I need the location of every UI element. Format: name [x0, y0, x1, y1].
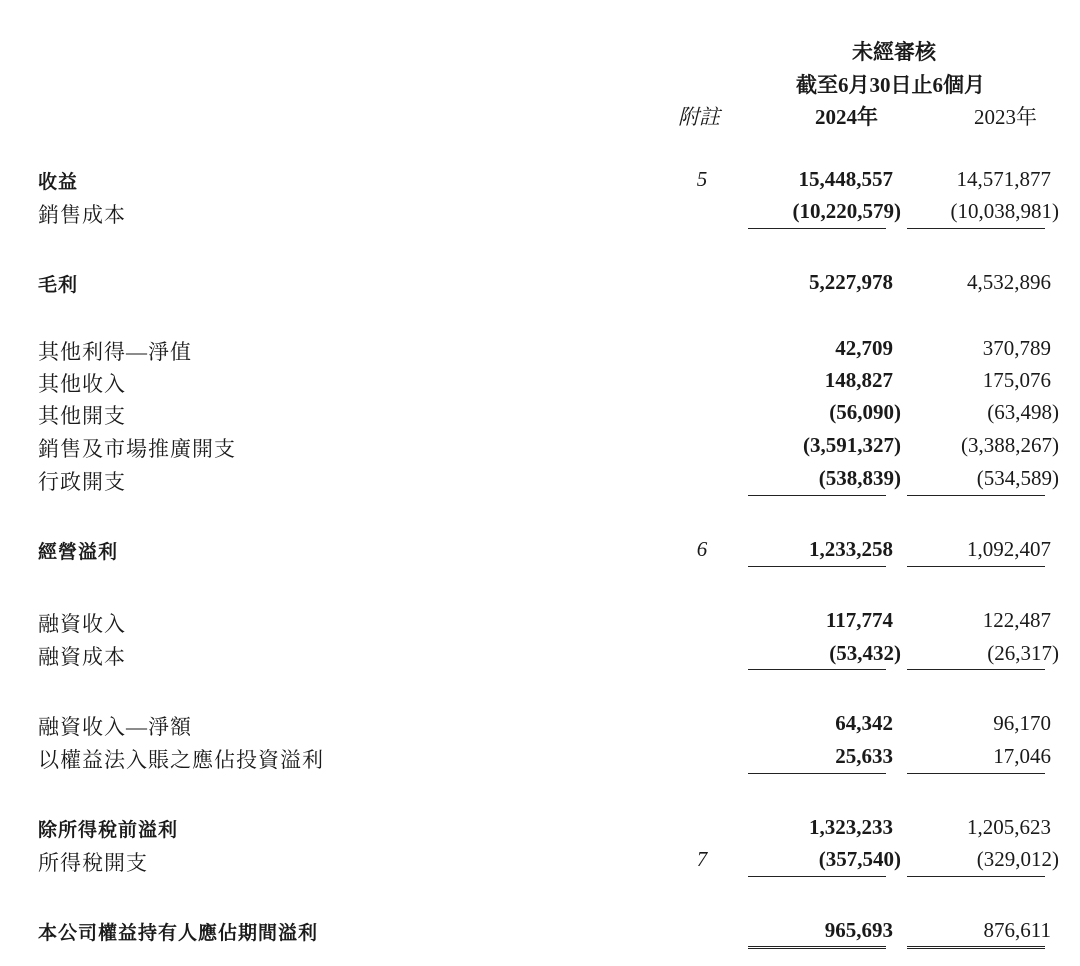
row-label: 銷售及市場推廣開支	[38, 437, 236, 461]
total-double-rule	[748, 946, 886, 953]
table-row	[0, 433, 1080, 463]
row-note: 5	[696, 167, 708, 191]
value-2024: 42,709	[835, 336, 893, 360]
value-2024: 1,323,233	[809, 815, 893, 839]
value-2024: 148,827	[824, 368, 893, 392]
table-row	[0, 537, 1080, 567]
unaudited-heading: 未經審核	[852, 40, 936, 64]
subtotal-rule	[907, 228, 1045, 229]
row-note: 7	[696, 847, 708, 871]
row-label: 其他開支	[38, 404, 126, 428]
value-2023: 96,170	[993, 711, 1051, 735]
subtotal-rule	[748, 566, 886, 567]
value-2024: (3,591,327)	[803, 433, 901, 457]
table-row	[0, 199, 1080, 229]
table-row	[0, 336, 1080, 366]
value-2023: 175,076	[982, 368, 1051, 392]
table-row	[0, 711, 1080, 741]
row-label: 經營溢利	[38, 541, 119, 563]
row-label: 其他收入	[38, 372, 126, 396]
value-2023: 4,532,896	[967, 270, 1051, 294]
subtotal-rule	[907, 669, 1045, 670]
subtotal-rule	[748, 876, 886, 877]
row-note: 6	[696, 537, 708, 561]
value-2023: (10,038,981)	[950, 199, 1059, 223]
subtotal-rule	[748, 669, 886, 670]
row-label: 銷售成本	[38, 203, 126, 227]
value-2023: 17,046	[993, 744, 1051, 768]
value-2023: 122,487	[982, 608, 1051, 632]
value-2024: 965,693	[824, 918, 893, 942]
subtotal-rule	[748, 228, 886, 229]
row-label: 以權益法入賬之應佔投資溢利	[38, 748, 324, 772]
value-2024: (56,090)	[829, 400, 901, 424]
value-2023: 1,092,407	[967, 537, 1051, 561]
period-heading: 截至6月30日止6個月	[796, 73, 985, 97]
row-label: 除所得稅前溢利	[38, 819, 179, 841]
table-row	[0, 918, 1080, 948]
table-row	[0, 744, 1080, 774]
value-2024: (10,220,579)	[792, 199, 901, 223]
value-2023: 876,611	[983, 918, 1051, 942]
table-row	[0, 641, 1080, 671]
value-2024: 25,633	[835, 744, 893, 768]
row-label: 本公司權益持有人應佔期間溢利	[38, 922, 319, 944]
row-label: 所得稅開支	[38, 851, 148, 875]
table-row	[0, 167, 1080, 197]
table-row	[0, 466, 1080, 496]
value-2023: (534,589)	[976, 466, 1059, 490]
value-2023: (26,317)	[987, 641, 1059, 665]
value-2024: (538,839)	[818, 466, 901, 490]
value-2024: 5,227,978	[809, 270, 893, 294]
year-2024-heading: 2024年	[815, 105, 878, 129]
value-2024: (357,540)	[818, 847, 901, 871]
value-2023: 1,205,623	[967, 815, 1051, 839]
row-label: 行政開支	[38, 470, 126, 494]
table-row	[0, 815, 1080, 845]
subtotal-rule	[907, 773, 1045, 774]
value-2023: 14,571,877	[956, 167, 1051, 191]
subtotal-rule	[907, 566, 1045, 567]
value-2024: 1,233,258	[809, 537, 893, 561]
value-2024: 15,448,557	[798, 167, 893, 191]
row-label: 其他利得—淨值	[38, 340, 192, 364]
subtotal-rule	[907, 495, 1045, 496]
row-label: 融資成本	[38, 645, 126, 669]
table-row	[0, 400, 1080, 430]
value-2024: (53,432)	[829, 641, 901, 665]
value-2023: 370,789	[982, 336, 1051, 360]
row-label: 毛利	[38, 274, 79, 296]
row-label: 收益	[38, 171, 79, 193]
year-2023-heading: 2023年	[974, 105, 1037, 129]
subtotal-rule	[748, 495, 886, 496]
value-2023: (329,012)	[976, 847, 1059, 871]
table-row	[0, 270, 1080, 300]
total-double-rule	[907, 946, 1045, 953]
row-label: 融資收入	[38, 612, 126, 636]
value-2023: (3,388,267)	[961, 433, 1059, 457]
note-column-heading: 附註	[678, 105, 720, 129]
value-2023: (63,498)	[987, 400, 1059, 424]
subtotal-rule	[748, 773, 886, 774]
value-2024: 64,342	[835, 711, 893, 735]
value-2024: 117,774	[825, 608, 893, 632]
row-label: 融資收入—淨額	[38, 715, 192, 739]
table-row	[0, 847, 1080, 877]
table-row	[0, 368, 1080, 398]
table-row	[0, 608, 1080, 638]
subtotal-rule	[907, 876, 1045, 877]
